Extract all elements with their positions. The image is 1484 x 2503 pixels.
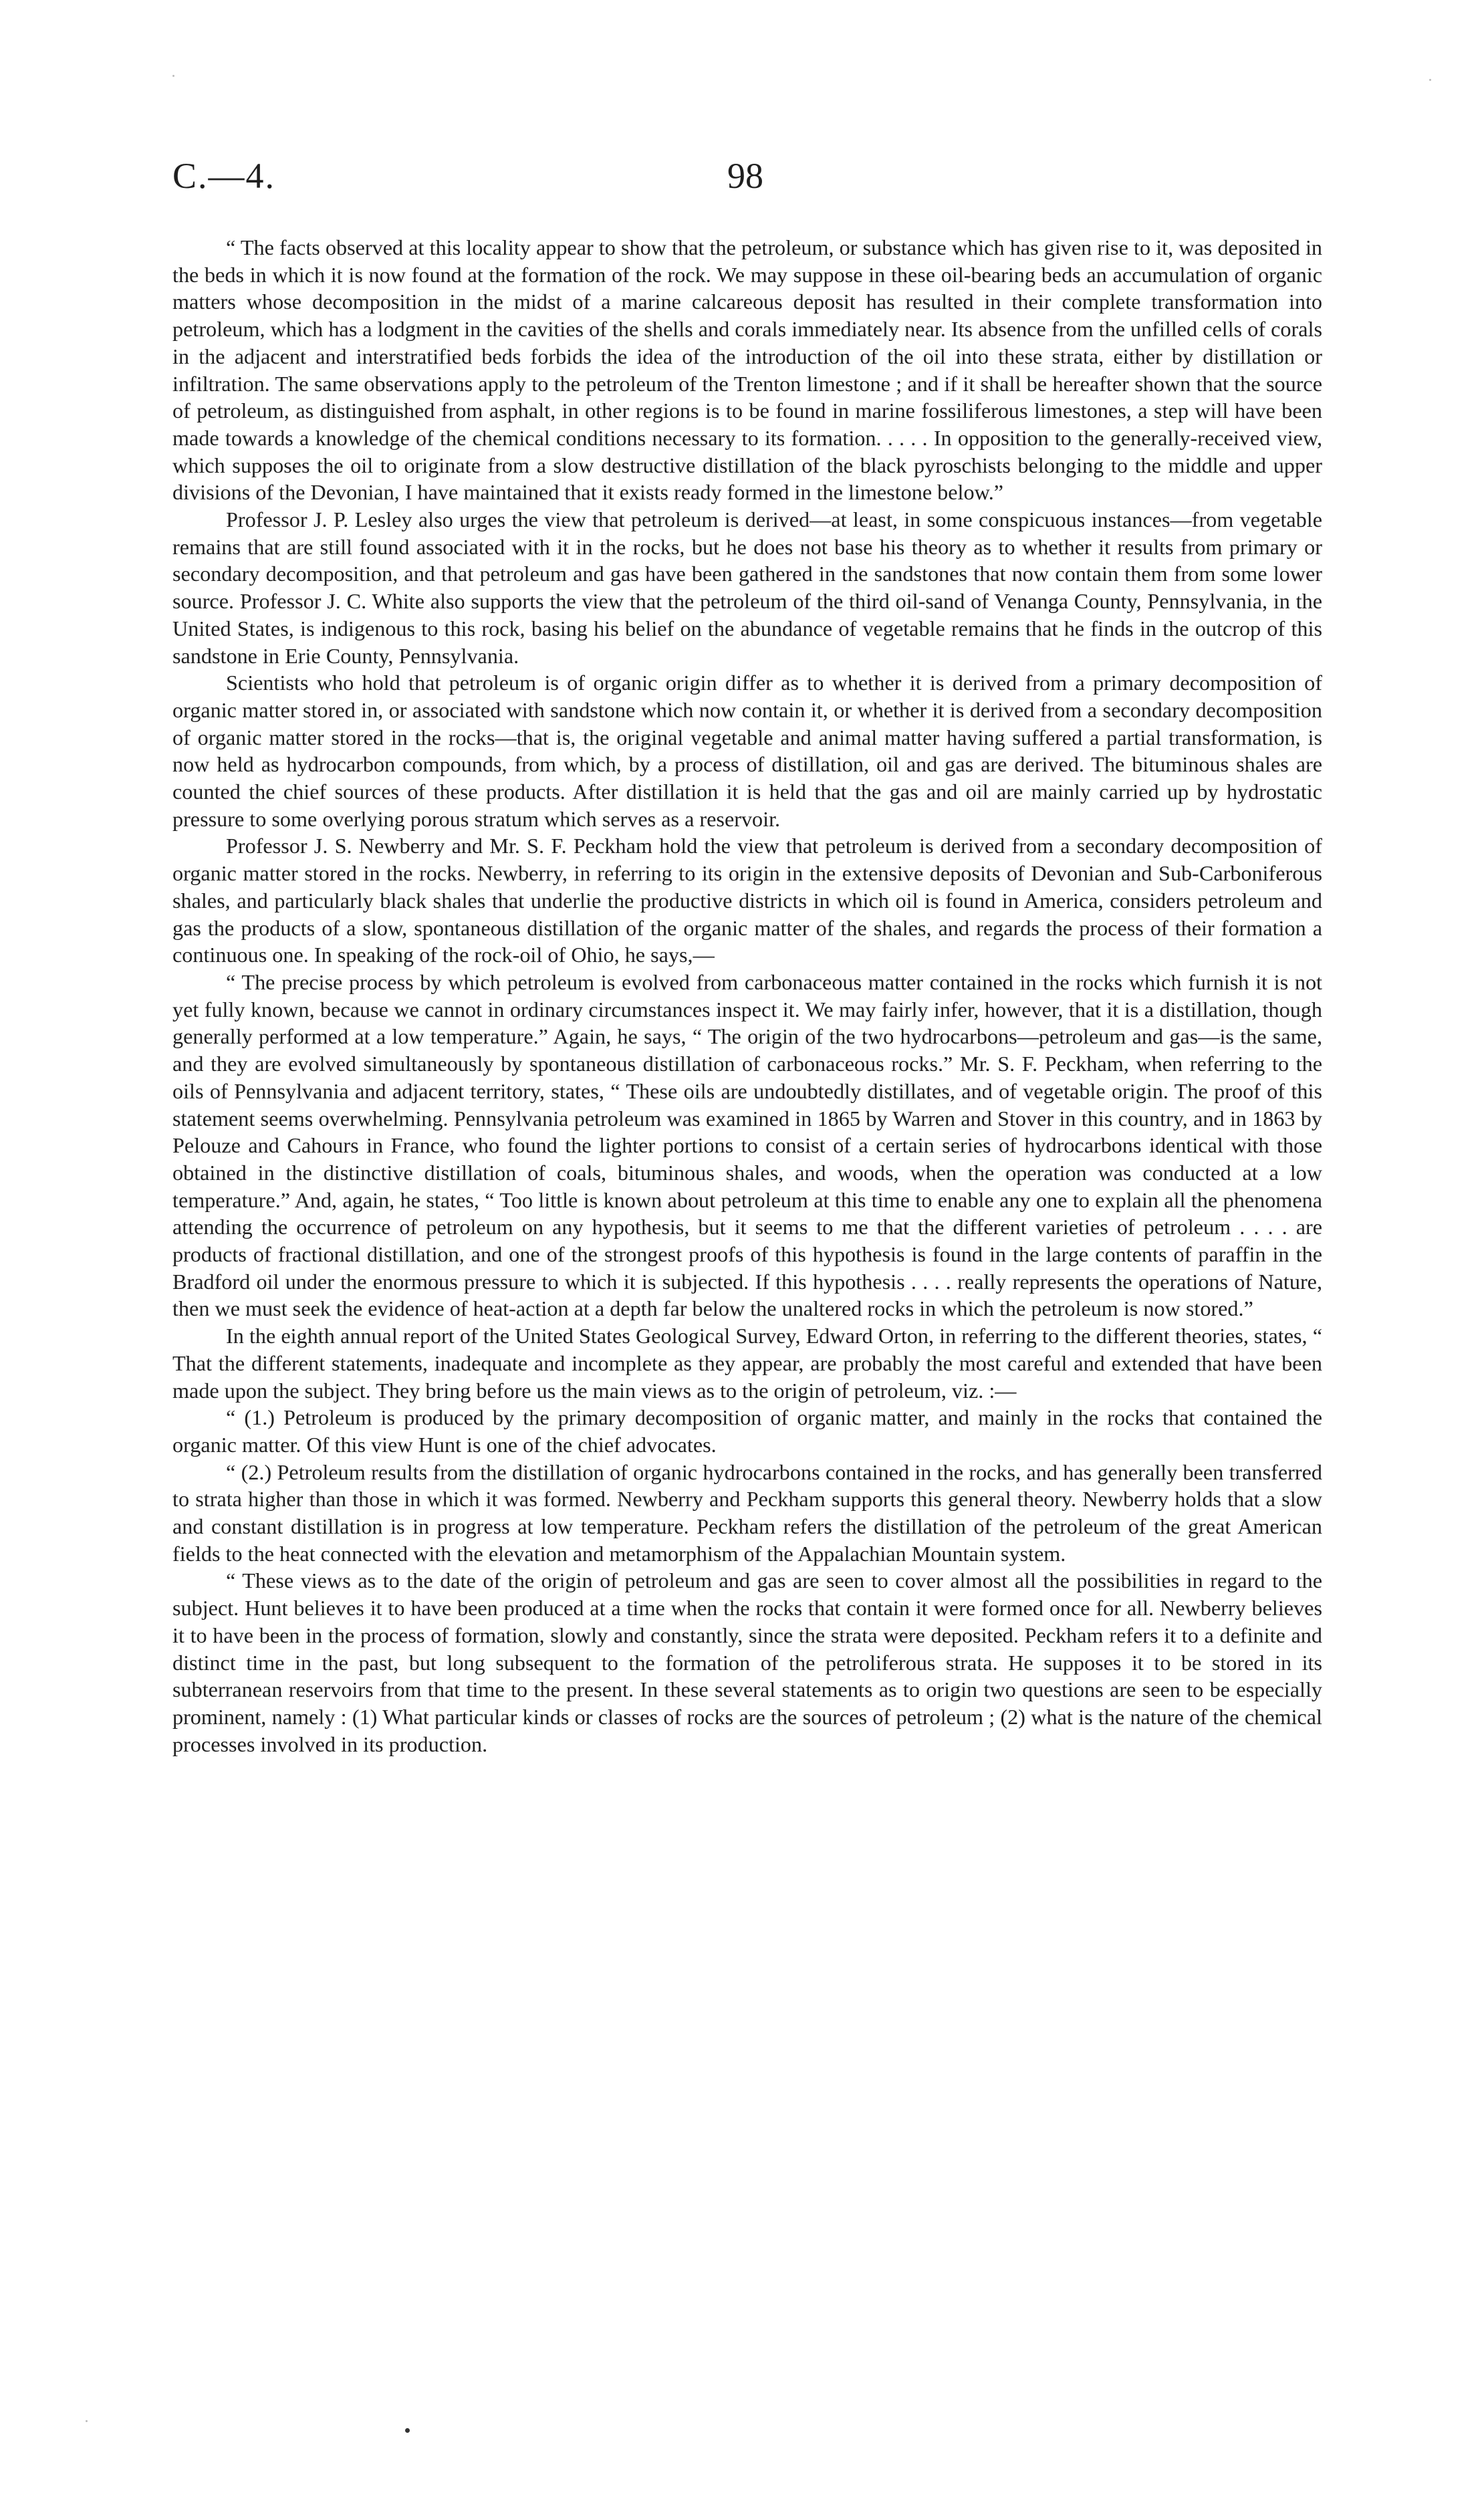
- paragraph-view-2: “ (2.) Petroleum results from the distillation of organic hydrocarbons contained in the rocks, and has generally been transferred to strata higher than those in which it was formed. Newberry and Peckham supports this general theory. Newberry holds that a slow and constant distillation is in progress at low temperature. Peckham refers the distillation of the petroleum of the great American fields to the heat connected with the elevation and metamorphism of the Appalachian Mountain system.: [172, 1459, 1322, 1566]
- ink-mark: [405, 2428, 410, 2433]
- page-number: 98: [727, 156, 763, 196]
- scan-speck: [1429, 79, 1431, 81]
- paragraph-view-1: “ (1.) Petroleum is produced by the primary decomposition of organic matter, and mainly in the rocks that contained the organic matter. Of this view Hunt is one of the chief advocates.: [172, 1405, 1322, 1457]
- paragraph-orton-report: In the eighth annual report of the United States Geological Survey, Edward Orton, in referring to the different theories, states, “ That the different statements, inadequate and incomplete as they appear, are probably the most careful and extended that have been made upon the subject. They bring before us the main views as to the origin of petroleum, viz. :—: [172, 1324, 1322, 1403]
- paragraph-scientists: Scientists who hold that petroleum is of organic origin differ as to whether it is derived from a primary decomposition of organic matter stored in, or associated with sandstone which now contain it, or whether it is derived from a secondary decomposition of organic matter stored in the rocks—that is, the original vegetable and animal matter having suffered a partial transformation, is now held as hydrocarbon compounds, from which, by a process of distillation, oil and gas are derived. The bituminous shales are counted the chief sources of these products. After distillation it is held that the gas and oil are mainly carried up by hydrostatic pressure to some overlying porous stratum which serves as a reservoir.: [172, 671, 1322, 831]
- document-reference: C.—4.: [172, 156, 276, 196]
- paragraph-origin-summary: “ These views as to the date of the origin of petroleum and gas are seen to cover almost all the possibilities in regard to the subject. Hunt believes it to have been produced at a time when the rocks that contain it were formed once for all. Newberry believes it to have been in the process of formation, slowly and constantly, since the strata were deposited. Peckham refers it to a definite and distinct time in the past, but long subsequent to the formation of the petroliferous strata. He supposes it to be stored in its subterranean reservoirs from that time to the present. In these several statements as to origin two questions are seen to be especially prominent, namely : (1) What particular kinds or classes of rocks are the sources of petroleum ; (2) what is the nature of the chemical processes involved in its production.: [172, 1568, 1322, 1756]
- scan-speck: [172, 75, 174, 77]
- page-body: [172, 234, 1322, 1758]
- paragraph-hunt-quote: “ The facts observed at this locality appear to show that the petroleum, or substance which has given rise to it, was deposited in the beds in which it is now found at the formation of the rock. We may suppose in these oil-bearing beds an accumulation of organic matters whose decomposition in the midst of a marine calcareous deposit has resulted in their complete transformation into petroleum, which has a lodgment in the cavities of the shells and corals immediately near. Its absence from the unfilled cells of corals in the adjacent and interstratified beds forbids the idea of the introduction of the oil into these strata, either by distillation or infiltration. The same observations apply to the petroleum of the Trenton limestone ; and if it shall be hereafter shown that the source of petroleum, as distinguished from asphalt, in other regions is to be found in marine fossiliferous limestones, a step will have been made towards a knowledge of the chemical conditions necessary to its formation. . . . . In opposition to the generally-received view, which supposes the oil to originate from a slow destructive distillation of the black pyroschists belonging to the middle and upper divisions of the Devonian, I have maintained that it exists ready formed in the limestone below.”: [172, 235, 1322, 505]
- scan-speck: [86, 2420, 88, 2422]
- paragraph-distillation-quotes: “ The precise process by which petroleum is evolved from carbonaceous matter contained in the rocks which furnish it is not yet fully known, because we cannot in ordinary circumstances inspect it. We may fairly infer, however, that it is a distillation, though generally performed at a low temperature.” Again, he says, “ The origin of the two hydrocarbons—petroleum and gas—is the same, and they are evolved simultaneously by spontaneous distillation of carbonaceous rocks.” Mr. S. F. Peckham, when referring to the oils of Pennsylvania and adjacent territory, states, “ These oils are undoubtedly distillates, and of vegetable origin. The proof of this statement seems overwhelming. Pennsylvania petroleum was examined in 1865 by Warren and Stover in this country, and in 1863 by Pelouze and Cahours in France, who found the lighter portions to consist of a certain series of hydrocarbons identical with those obtained in the distinctive distillation of coals, bituminous shales, and woods, when the operation was conducted at a low temperature.” And, again, he states, “ Too little is known about petroleum at this time to enable any one to explain all the phenomena attending the occurrence of petroleum on any hypothesis, but it seems to me that the different varieties of petroleum . . . . are products of fractional distillation, and one of the strongest proofs of this hypothesis is found in the large contents of paraffin in the Bradford oil under the enormous pressure to which it is subjected. If this hypothesis . . . . really represents the operations of Nature, then we must seek the evidence of heat-action at a depth far below the unaltered rocks in which the petroleum is now stored.”: [172, 969, 1322, 1321]
- paragraph-lesley: Professor J. P. Lesley also urges the view that petroleum is derived—at least, in some conspicuous instances—from vegetable remains that are still found associated with it in the rocks, but he does not base his theory as to whether it results from primary or secondary decomposition, and that petroleum and gas have been gathered in the sandstones that now contain them from some lower source. Professor J. C. White also supports the view that the petroleum of the third oil-sand of Venanga County, Pennsylvania, in the United States, is indigenous to this rock, basing his belief on the abundance of vegetable remains that he finds in the outcrop of this sandstone in Erie County, Pennsylvania.: [172, 507, 1322, 668]
- paragraph-newberry-peckham: Professor J. S. Newberry and Mr. S. F. Peckham hold the view that petroleum is derived from a secondary decomposition of organic matter stored in the rocks. Newberry, in referring to its origin in the extensive deposits of Devonian and Sub-Carboniferous shales, and particularly black shales that underlie the productive districts in which oil is found in America, considers petroleum and gas the products of a slow, spontaneous distillation of the organic matter of the shales, and regards the process of their formation a continuous one. In speaking of the rock-oil of Ohio, he says,—: [172, 834, 1322, 967]
- page-header: [172, 155, 1322, 209]
